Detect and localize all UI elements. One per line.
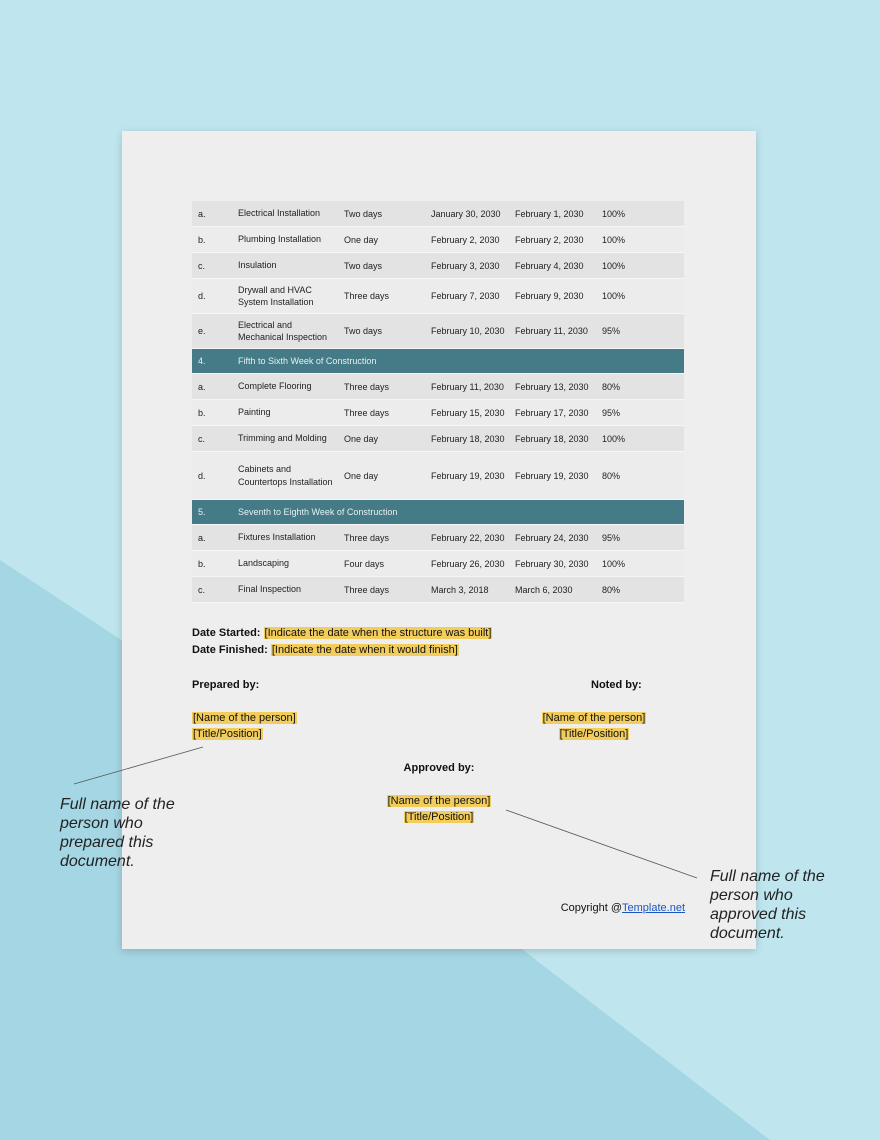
progress-cell: 100% (602, 291, 626, 301)
task-name-cell: Complete Flooring (238, 381, 312, 392)
section-number: 4. (198, 356, 206, 366)
progress-cell: 80% (602, 470, 621, 481)
end-date-cell: February 30, 2030 (515, 558, 589, 569)
item-letter-cell: a. (198, 381, 206, 392)
section-number: 5. (198, 507, 206, 517)
end-date-cell: February 13, 2030 (515, 381, 589, 392)
right-annotation: Full name of the person who approved this document. (710, 868, 825, 942)
progress-cell: 100% (602, 208, 626, 219)
start-date-cell: February 22, 2030 (431, 532, 505, 543)
progress-cell: 95% (602, 532, 621, 543)
start-date-cell: February 7, 2030 (431, 291, 500, 301)
date-finished-label: Date Finished: (192, 644, 268, 656)
item-letter-cell: b. (198, 558, 206, 569)
progress-cell: 95% (602, 407, 621, 418)
progress-cell: 80% (602, 584, 621, 595)
duration-cell: One day (344, 234, 379, 245)
task-name-cell: Final Inspection (238, 584, 302, 595)
end-date-cell: February 19, 2030 (515, 470, 589, 481)
noted-name-placeholder[interactable]: [Name of the person] (542, 712, 646, 724)
start-date-cell: February 10, 2030 (431, 326, 505, 336)
template-link[interactable]: Template.net (622, 902, 685, 914)
duration-cell: One day (344, 470, 379, 481)
item-letter-cell: a. (198, 532, 206, 543)
approved-by-label: Approved by: (403, 762, 475, 774)
end-date-cell: February 1, 2030 (515, 208, 584, 219)
item-letter-cell: c. (198, 433, 206, 444)
start-date-cell: February 11, 2030 (431, 381, 504, 392)
date-started-label: Date Started: (192, 627, 261, 639)
start-date-cell: February 26, 2030 (431, 558, 505, 569)
end-date-cell: February 9, 2030 (515, 291, 584, 301)
task-name-cell: Painting (238, 407, 271, 418)
end-date-cell: February 17, 2030 (515, 407, 589, 418)
progress-cell: 100% (602, 558, 626, 569)
item-letter-cell: a. (198, 208, 206, 219)
item-letter-cell: e. (198, 326, 206, 336)
end-date-cell: February 2, 2030 (515, 234, 584, 245)
item-letter-cell: b. (198, 234, 206, 245)
progress-cell: 100% (602, 433, 626, 444)
task-name-cell: Trimming and Molding (238, 433, 327, 444)
progress-cell: 100% (602, 260, 626, 271)
task-name-cell: Electrical and Mechanical Inspection (238, 319, 328, 342)
section-title: Seventh to Eighth Week of Construction (238, 506, 398, 517)
date-started-placeholder[interactable]: [Indicate the date when the structure was built] (264, 627, 492, 639)
task-name-cell: Plumbing Installation (238, 234, 322, 245)
start-date-cell: January 30, 2030 (431, 208, 501, 219)
duration-cell: Three days (344, 407, 390, 418)
task-name-cell: Landscaping (238, 558, 290, 569)
task-name-cell: Fixtures Installation (238, 532, 316, 543)
approved-name-placeholder[interactable]: [Name of the person] (387, 795, 491, 807)
end-date-cell: February 11, 2030 (515, 326, 588, 336)
item-letter-cell: c. (198, 260, 206, 271)
duration-cell: Two days (344, 208, 383, 219)
prepared-by-label: Prepared by: (192, 679, 260, 691)
end-date-cell: February 18, 2030 (515, 433, 589, 444)
start-date-cell: February 3, 2030 (431, 260, 500, 271)
progress-cell: 80% (602, 381, 621, 392)
duration-cell: Three days (344, 584, 390, 595)
approved-title-placeholder[interactable]: [Title/Position] (404, 811, 474, 823)
duration-cell: One day (344, 433, 379, 444)
duration-cell: Three days (344, 291, 390, 301)
task-name-cell: Drywall and HVAC System Installation (238, 284, 314, 307)
end-date-cell: February 4, 2030 (515, 260, 584, 271)
progress-cell: 100% (602, 234, 626, 245)
task-name-cell: Cabinets and Countertops Installation (238, 464, 333, 487)
progress-cell: 95% (602, 326, 621, 336)
prepared-title-placeholder[interactable]: [Title/Position] (193, 728, 262, 740)
copyright-prefix: Copyright @ (560, 902, 623, 914)
start-date-cell: February 18, 2030 (431, 433, 505, 444)
start-date-cell: March 3, 2018 (431, 584, 489, 595)
duration-cell: Three days (344, 532, 390, 543)
start-date-cell: February 15, 2030 (431, 407, 505, 418)
start-date-cell: February 19, 2030 (431, 470, 505, 481)
right-annotation-line (506, 810, 697, 878)
prepared-name-placeholder[interactable]: [Name of the person] (193, 712, 296, 724)
task-name-cell: Insulation (238, 260, 277, 271)
duration-cell: Four days (344, 558, 385, 569)
duration-cell: Three days (344, 381, 390, 392)
item-letter-cell: d. (198, 291, 206, 301)
noted-title-placeholder[interactable]: [Title/Position] (559, 728, 629, 740)
item-letter-cell: d. (198, 470, 206, 481)
noted-by-label: Noted by: (591, 679, 642, 691)
date-finished-placeholder[interactable]: [Indicate the date when it would finish] (271, 644, 458, 656)
end-date-cell: February 24, 2030 (515, 532, 589, 543)
end-date-cell: March 6, 2030 (515, 584, 573, 595)
item-letter-cell: b. (198, 407, 206, 418)
duration-cell: Two days (344, 326, 383, 336)
section-title: Fifth to Sixth Week of Construction (238, 355, 377, 366)
left-annotation-line (74, 747, 203, 784)
start-date-cell: February 2, 2030 (431, 234, 500, 245)
duration-cell: Two days (344, 260, 383, 271)
left-annotation: Full name of the person who prepared this document. (60, 796, 175, 870)
task-name-cell: Electrical Installation (238, 208, 321, 219)
item-letter-cell: c. (198, 584, 206, 595)
